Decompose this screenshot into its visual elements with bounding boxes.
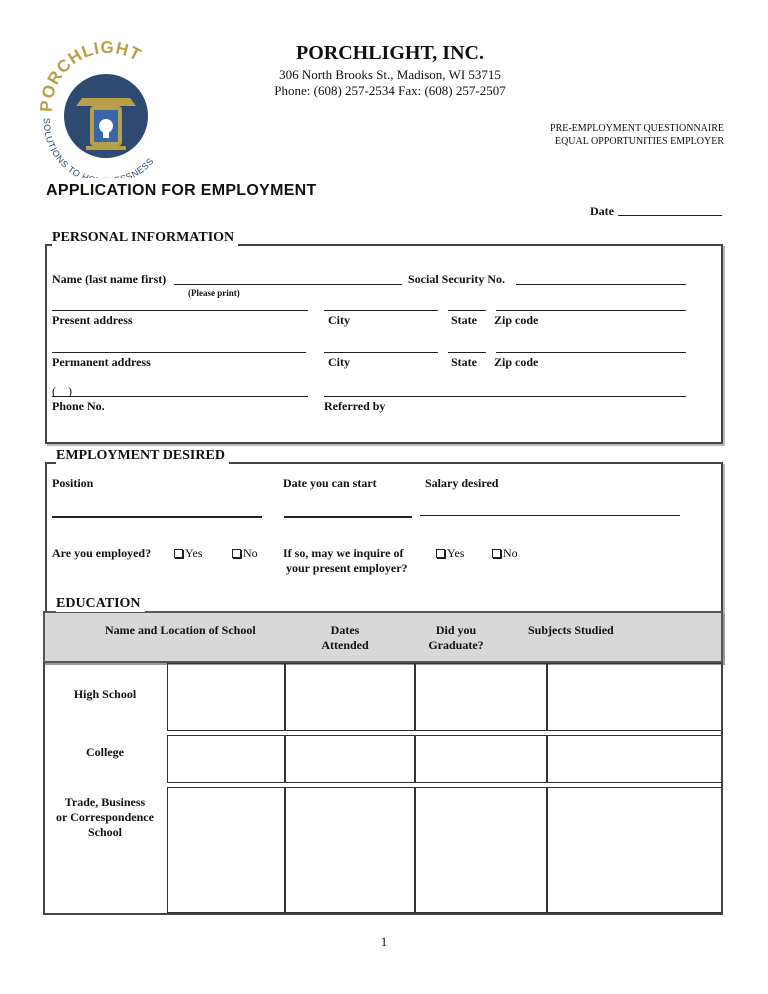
- salary-label: Salary desired: [425, 476, 499, 490]
- pre-employment-note: PRE-EMPLOYMENT QUESTIONNAIRE: [550, 123, 724, 134]
- checkbox-icon[interactable]: [492, 549, 501, 558]
- logo-arc-bottom: SOLUTIONS TO H SNESS: [41, 117, 156, 178]
- phone-label: Phone No.: [52, 399, 105, 413]
- checkbox-icon[interactable]: [436, 549, 445, 558]
- checkbox-icon[interactable]: [174, 549, 183, 558]
- please-print-note: (Please print): [188, 288, 240, 298]
- permanent-zip-label: Zip code: [494, 355, 539, 369]
- employment-desired-box: [45, 462, 723, 620]
- position-field[interactable]: [52, 516, 262, 518]
- personal-info-heading: PERSONAL INFORMATION: [52, 230, 238, 246]
- row-trade-label-line2: or Correspondence: [56, 810, 154, 824]
- col-subjects-header: Subjects Studied: [528, 623, 614, 637]
- company-name: PORCHLIGHT, INC.: [296, 42, 484, 64]
- permanent-city-label: City: [328, 355, 350, 369]
- row-high-school-label: High School: [73, 687, 137, 701]
- col-dates-header-line1: Dates: [330, 623, 360, 637]
- present-state-label: State: [451, 313, 477, 327]
- col-graduate-header-line2: Graduate?: [428, 638, 484, 652]
- start-date-label: Date you can start: [283, 476, 377, 490]
- page-number: 1: [380, 934, 388, 949]
- name-field[interactable]: [174, 284, 402, 285]
- present-city-label: City: [328, 313, 350, 327]
- education-body-frame: [43, 663, 723, 915]
- ssn-label: Social Security No.: [408, 272, 505, 286]
- employment-desired-heading: EMPLOYMENT DESIRED: [56, 448, 229, 464]
- inquire-yes-label: Yes: [447, 546, 465, 560]
- employed-question: Are you employed?: [52, 546, 152, 560]
- present-address-label: Present address: [52, 313, 133, 327]
- equal-opportunity-note: EQUAL OPPORTUNITIES EMPLOYER: [554, 136, 724, 147]
- permanent-city-field[interactable]: [324, 352, 438, 353]
- name-label: Name (last name first): [52, 272, 167, 286]
- present-zip-label: Zip code: [494, 313, 539, 327]
- date-label: Date: [590, 204, 614, 218]
- permanent-zip-field[interactable]: [496, 352, 686, 353]
- position-label: Position: [52, 476, 94, 490]
- row-trade-label-line3: School: [87, 825, 122, 839]
- salary-field[interactable]: [420, 515, 680, 516]
- inquire-question-line2: your present employer?: [286, 561, 408, 575]
- date-field[interactable]: [618, 215, 722, 216]
- row-trade-label-line1: Trade, Business: [64, 795, 146, 809]
- company-contact: Phone: (608) 257-2534 Fax: (608) 257-2507: [274, 83, 506, 98]
- present-address-field[interactable]: [52, 310, 308, 311]
- start-date-field[interactable]: [284, 516, 412, 518]
- form-title: APPLICATION FOR EMPLOYMENT: [46, 182, 317, 199]
- employed-yes-option[interactable]: [174, 546, 202, 561]
- col-graduate-header-line1: Did you: [435, 623, 477, 637]
- present-state-field[interactable]: [448, 310, 486, 311]
- logo-arc-top: PORCHLIGHT: [36, 40, 145, 113]
- ssn-field[interactable]: [516, 284, 686, 285]
- porchlight-logo: [34, 40, 176, 178]
- col-school-header: Name and Location of School: [105, 623, 256, 637]
- inquire-question-line1: If so, may we inquire of: [283, 546, 404, 560]
- employed-no-option[interactable]: [232, 546, 258, 561]
- education-heading: EDUCATION: [56, 596, 145, 612]
- referred-by-field[interactable]: [324, 396, 686, 397]
- present-zip-field[interactable]: [496, 310, 686, 311]
- inquire-yes-option[interactable]: [436, 546, 464, 561]
- phone-area-code: ( ): [52, 384, 72, 398]
- permanent-state-field[interactable]: [448, 352, 486, 353]
- phone-field[interactable]: [52, 396, 308, 397]
- row-college-label: College: [86, 745, 124, 759]
- lamp-logo-icon: [34, 40, 176, 178]
- inquire-no-option[interactable]: [492, 546, 518, 561]
- education-table: [43, 611, 723, 915]
- permanent-state-label: State: [451, 355, 477, 369]
- permanent-address-label: Permanent address: [52, 355, 151, 369]
- employed-yes-label: Yes: [185, 546, 203, 560]
- employed-no-label: No: [243, 546, 258, 560]
- present-city-field[interactable]: [324, 310, 438, 311]
- permanent-address-field[interactable]: [52, 352, 306, 353]
- referred-by-label: Referred by: [324, 399, 386, 413]
- inquire-no-label: No: [503, 546, 518, 560]
- col-dates-header-line2: Attended: [321, 638, 369, 652]
- checkbox-icon[interactable]: [232, 549, 241, 558]
- company-address: 306 North Brooks St., Madison, WI 53715: [279, 67, 501, 82]
